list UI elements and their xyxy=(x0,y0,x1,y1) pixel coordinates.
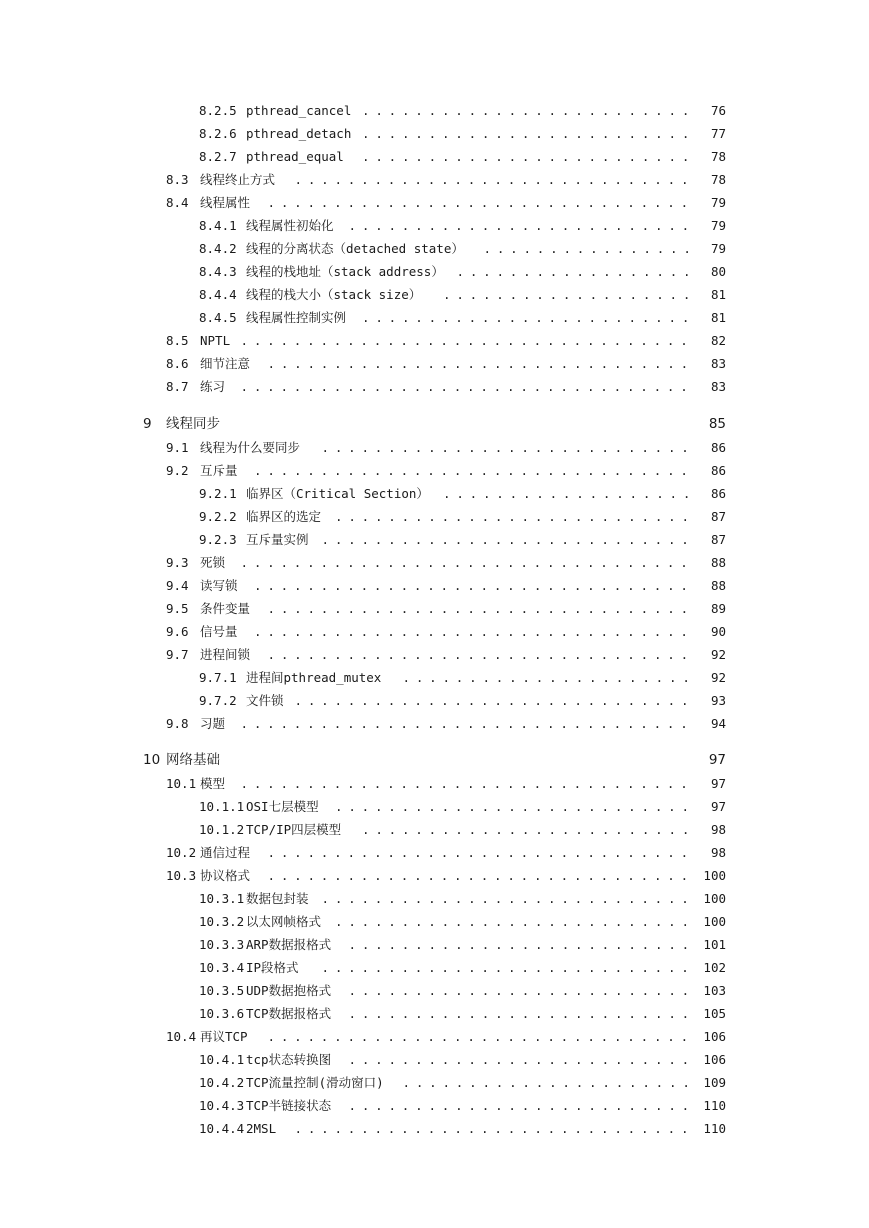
toc-number: 10.1.1 xyxy=(199,799,245,814)
toc-dot-leader: ...................... xyxy=(402,670,696,685)
toc-number: 9.6 xyxy=(166,624,189,639)
toc-number: 9.2.3 xyxy=(199,532,237,547)
toc-title: 条件变量 xyxy=(200,601,251,616)
toc-title: 线程的分离状态（detached state） xyxy=(246,241,464,256)
toc-title: 临界区（Critical Section） xyxy=(246,486,429,501)
toc-subsection[interactable] xyxy=(0,528,869,551)
toc-dot-leader: ................... xyxy=(443,287,697,302)
toc-page-number: 97 xyxy=(708,752,726,768)
toc-number: 8.7 xyxy=(166,379,189,394)
toc-dot-leader: ........................... xyxy=(335,799,695,814)
toc-page-number: 88 xyxy=(710,578,726,593)
toc-subsection[interactable] xyxy=(0,260,869,283)
toc-page-number: 88 xyxy=(710,555,726,570)
toc-page-number: 100 xyxy=(703,891,726,906)
toc-page-number: 100 xyxy=(703,914,726,929)
toc-section[interactable] xyxy=(0,772,869,795)
toc-dot-leader: ................................ xyxy=(267,601,694,616)
toc-page-number: 90 xyxy=(710,624,726,639)
toc-subsection[interactable] xyxy=(0,482,869,505)
toc-dot-leader: ........................... xyxy=(335,509,695,524)
toc-page-number: 101 xyxy=(703,937,726,952)
toc-section[interactable] xyxy=(0,459,869,482)
toc-title: 细节注意 xyxy=(200,356,251,371)
toc-page-number: 85 xyxy=(708,416,726,432)
toc-dot-leader: .................................. xyxy=(240,555,694,570)
toc-dot-leader: .................................. xyxy=(240,776,694,791)
toc-number: 9.2.1 xyxy=(199,486,237,501)
toc-dot-leader: ............................ xyxy=(321,440,695,455)
toc-title: TCP流量控制(滑动窗口) xyxy=(246,1075,384,1090)
toc-dot-leader: ......................... xyxy=(362,126,696,141)
toc-dot-leader: ................... xyxy=(443,486,697,501)
toc-number: 8.4.2 xyxy=(199,241,237,256)
toc-number: 9 xyxy=(143,416,152,432)
toc-dot-leader: .......................... xyxy=(348,1098,695,1113)
toc-page-number: 77 xyxy=(710,126,726,141)
toc-page-number: 78 xyxy=(710,149,726,164)
toc-dot-leader: .......................... xyxy=(348,983,695,998)
toc-title: 互斥量实例 xyxy=(246,532,309,547)
toc-title: TCP数据报格式 xyxy=(246,1006,332,1021)
toc-dot-leader: .......................... xyxy=(348,1052,695,1067)
toc-page-number: 110 xyxy=(703,1121,726,1136)
toc-title: 互斥量 xyxy=(200,463,238,478)
toc-dot-leader: ......................... xyxy=(362,103,696,118)
toc-section[interactable] xyxy=(0,597,869,620)
toc-title: 通信过程 xyxy=(200,845,251,860)
toc-page-number: 106 xyxy=(703,1029,726,1044)
toc-page-number: 97 xyxy=(710,799,726,814)
toc-number: 8.2.5 xyxy=(199,103,237,118)
toc-dot-leader: ................................ xyxy=(267,1029,694,1044)
toc-dot-leader: ................................ xyxy=(267,845,694,860)
toc-subsection[interactable] xyxy=(0,505,869,528)
toc-dot-leader: .......................... xyxy=(348,1006,695,1021)
toc-page-number: 105 xyxy=(703,1006,726,1021)
toc-number: 10.2 xyxy=(166,845,197,860)
toc-dot-leader: ............................ xyxy=(321,960,695,975)
toc-chapter[interactable] xyxy=(0,413,869,436)
toc-page-number: 100 xyxy=(703,868,726,883)
toc-number: 10.3.1 xyxy=(199,891,245,906)
toc-dot-leader: ................................ xyxy=(267,356,694,371)
toc-section[interactable] xyxy=(0,191,869,214)
toc-dot-leader: .................................. xyxy=(240,379,694,394)
toc-title: 协议格式 xyxy=(200,868,251,883)
toc-page-number: 106 xyxy=(703,1052,726,1067)
toc-title: 习题 xyxy=(200,716,226,731)
toc-page-number: 86 xyxy=(710,463,726,478)
toc-number: 9.5 xyxy=(166,601,189,616)
toc-title: ARP数据报格式 xyxy=(246,937,332,952)
toc-title: 再议TCP xyxy=(200,1029,248,1044)
toc-number: 9.2 xyxy=(166,463,189,478)
toc-subsection[interactable] xyxy=(0,1002,869,1025)
toc-section[interactable] xyxy=(0,329,869,352)
toc-title: 死锁 xyxy=(200,555,226,570)
toc-page-number: 83 xyxy=(710,379,726,394)
toc-dot-leader: ................ xyxy=(483,241,697,256)
toc-number: 9.7.1 xyxy=(199,670,237,685)
toc-subsection[interactable] xyxy=(0,666,869,689)
toc-dot-leader: .............................. xyxy=(294,1121,695,1136)
toc-subsection[interactable] xyxy=(0,122,869,145)
toc-dot-leader: .................................. xyxy=(240,716,694,731)
toc-subsection[interactable] xyxy=(0,99,869,122)
toc-section[interactable] xyxy=(0,1025,869,1048)
toc-number: 9.7 xyxy=(166,647,189,662)
toc-title: 进程间锁 xyxy=(200,647,251,662)
toc-subsection[interactable] xyxy=(0,956,869,979)
toc-dot-leader: ......................... xyxy=(362,310,696,325)
toc-title: 文件锁 xyxy=(246,693,284,708)
toc-chapter[interactable] xyxy=(0,749,869,772)
toc-page-number: 86 xyxy=(710,486,726,501)
toc-subsection[interactable] xyxy=(0,979,869,1002)
toc-number: 8.6 xyxy=(166,356,189,371)
toc-section[interactable] xyxy=(0,574,869,597)
toc-page-number: 102 xyxy=(703,960,726,975)
toc-dot-leader: ................................ xyxy=(267,868,694,883)
toc-page-number: 98 xyxy=(710,822,726,837)
toc-number: 9.7.2 xyxy=(199,693,237,708)
toc-page-number: 82 xyxy=(710,333,726,348)
toc-number: 10.3.4 xyxy=(199,960,245,975)
toc-number: 10.4 xyxy=(166,1029,197,1044)
toc-dot-leader: ................................ xyxy=(267,195,694,210)
toc-page-number: 78 xyxy=(710,172,726,187)
toc-dot-leader: ................................. xyxy=(254,463,694,478)
toc-number: 9.3 xyxy=(166,555,189,570)
toc-title: tcp状态转换图 xyxy=(246,1052,332,1067)
toc-title: 临界区的选定 xyxy=(246,509,322,524)
toc-title: TCP半链接状态 xyxy=(246,1098,332,1113)
toc-subsection[interactable] xyxy=(0,1094,869,1117)
toc-page-number: 80 xyxy=(710,264,726,279)
toc-page-number: 79 xyxy=(710,241,726,256)
toc-title: 线程同步 xyxy=(166,416,220,432)
toc-section[interactable] xyxy=(0,551,869,574)
toc-number: 10.3 xyxy=(166,868,197,883)
toc-page-number: 92 xyxy=(710,647,726,662)
toc-number: 8.2.7 xyxy=(199,149,237,164)
toc-subsection[interactable] xyxy=(0,910,869,933)
toc-subsection[interactable] xyxy=(0,306,869,329)
toc-title: IP段格式 xyxy=(246,960,299,975)
toc-page-number: 93 xyxy=(710,693,726,708)
toc-title: 线程属性初始化 xyxy=(246,218,334,233)
toc-subsection[interactable] xyxy=(0,145,869,168)
toc-page-number: 76 xyxy=(710,103,726,118)
toc-number: 8.2.6 xyxy=(199,126,237,141)
toc-title: 模型 xyxy=(200,776,226,791)
toc-section[interactable] xyxy=(0,375,869,398)
toc-section[interactable] xyxy=(0,168,869,191)
toc-title: 网络基础 xyxy=(166,752,220,768)
toc-page-number: 87 xyxy=(710,509,726,524)
toc-page-number: 89 xyxy=(710,601,726,616)
toc-dot-leader: ................................. xyxy=(254,624,694,639)
toc-dot-leader: ................................ xyxy=(267,647,694,662)
toc-page-number: 109 xyxy=(703,1075,726,1090)
toc-title: 2MSL xyxy=(246,1121,277,1136)
toc-section[interactable] xyxy=(0,864,869,887)
toc-subsection[interactable] xyxy=(0,818,869,841)
toc-number: 10.4.4 xyxy=(199,1121,245,1136)
toc-section[interactable] xyxy=(0,712,869,735)
toc-title: 信号量 xyxy=(200,624,238,639)
toc-page-number: 110 xyxy=(703,1098,726,1113)
toc-page-number: 98 xyxy=(710,845,726,860)
toc-number: 8.4 xyxy=(166,195,189,210)
toc-page-number: 103 xyxy=(703,983,726,998)
toc-dot-leader: ......................... xyxy=(362,822,696,837)
toc-page-number: 92 xyxy=(710,670,726,685)
toc-number: 10 xyxy=(143,752,161,768)
toc-page-number: 86 xyxy=(710,440,726,455)
toc-number: 9.2.2 xyxy=(199,509,237,524)
toc-number: 8.4.3 xyxy=(199,264,237,279)
toc-number: 10.3.3 xyxy=(199,937,245,952)
toc-dot-leader: .............................. xyxy=(294,693,695,708)
toc-title: 线程的栈地址（stack address） xyxy=(246,264,444,279)
toc-number: 10.1 xyxy=(166,776,197,791)
toc-page-number: 79 xyxy=(710,195,726,210)
toc-subsection[interactable] xyxy=(0,237,869,260)
toc-title: 以太网帧格式 xyxy=(246,914,322,929)
toc-page-number: 81 xyxy=(710,310,726,325)
toc-title: 线程属性 xyxy=(200,195,251,210)
toc-number: 10.4.1 xyxy=(199,1052,245,1067)
toc-subsection[interactable] xyxy=(0,795,869,818)
toc-page-number: 97 xyxy=(710,776,726,791)
toc-dot-leader: ...................... xyxy=(402,1075,696,1090)
toc-title: 线程的栈大小（stack size） xyxy=(246,287,422,302)
toc-title: pthread_equal xyxy=(246,149,344,164)
toc-title: UDP数据抱格式 xyxy=(246,983,332,998)
toc-number: 10.1.2 xyxy=(199,822,245,837)
toc-dot-leader: ............................ xyxy=(321,532,695,547)
toc-dot-leader: ................................. xyxy=(254,578,694,593)
toc-number: 8.4.4 xyxy=(199,287,237,302)
toc-number: 10.4.3 xyxy=(199,1098,245,1113)
toc-subsection[interactable] xyxy=(0,933,869,956)
toc-title: TCP/IP四层模型 xyxy=(246,822,342,837)
toc-number: 10.3.6 xyxy=(199,1006,245,1021)
toc-section[interactable] xyxy=(0,841,869,864)
toc-subsection[interactable] xyxy=(0,1048,869,1071)
toc-dot-leader: ......................... xyxy=(362,149,696,164)
toc-page-number: 83 xyxy=(710,356,726,371)
toc-title: pthread_detach xyxy=(246,126,352,141)
toc-number: 8.3 xyxy=(166,172,189,187)
toc-page-number: 79 xyxy=(710,218,726,233)
toc-dot-leader: ............................ xyxy=(321,891,695,906)
toc-title: NPTL xyxy=(200,333,231,348)
toc-title: 进程间pthread_mutex xyxy=(246,670,382,685)
toc-subsection[interactable] xyxy=(0,283,869,306)
toc-page-number: 87 xyxy=(710,532,726,547)
toc-number: 10.3.2 xyxy=(199,914,245,929)
toc-subsection[interactable] xyxy=(0,214,869,237)
toc-title: 线程终止方式 xyxy=(200,172,276,187)
toc-title: OSI七层模型 xyxy=(246,799,319,814)
toc-dot-leader: .............................. xyxy=(294,172,695,187)
toc-title: pthread_cancel xyxy=(246,103,352,118)
toc-dot-leader: .................................. xyxy=(240,333,694,348)
toc-dot-leader: .................. xyxy=(456,264,697,279)
toc-number: 8.4.5 xyxy=(199,310,237,325)
toc-number: 9.8 xyxy=(166,716,189,731)
toc-subsection[interactable] xyxy=(0,1071,869,1094)
toc-section[interactable] xyxy=(0,352,869,375)
toc-title: 数据包封装 xyxy=(246,891,309,906)
toc-title: 线程属性控制实例 xyxy=(246,310,347,325)
toc-title: 练习 xyxy=(200,379,226,394)
toc-title: 线程为什么要同步 xyxy=(200,440,301,455)
toc-subsection[interactable] xyxy=(0,887,869,910)
toc-page-number: 81 xyxy=(710,287,726,302)
toc-dot-leader: .......................... xyxy=(348,937,695,952)
toc-number: 10.3.5 xyxy=(199,983,245,998)
toc-subsection[interactable] xyxy=(0,1117,869,1140)
toc-page-number: 94 xyxy=(710,716,726,731)
toc-subsection[interactable] xyxy=(0,689,869,712)
toc-section[interactable] xyxy=(0,643,869,666)
toc-number: 8.5 xyxy=(166,333,189,348)
toc-number: 8.4.1 xyxy=(199,218,237,233)
toc-title: 读写锁 xyxy=(200,578,238,593)
toc-number: 9.1 xyxy=(166,440,189,455)
toc-section[interactable] xyxy=(0,436,869,459)
toc-number: 9.4 xyxy=(166,578,189,593)
toc-number: 10.4.2 xyxy=(199,1075,245,1090)
toc-section[interactable] xyxy=(0,620,869,643)
toc-dot-leader: ........................... xyxy=(335,914,695,929)
toc-dot-leader: .......................... xyxy=(348,218,695,233)
